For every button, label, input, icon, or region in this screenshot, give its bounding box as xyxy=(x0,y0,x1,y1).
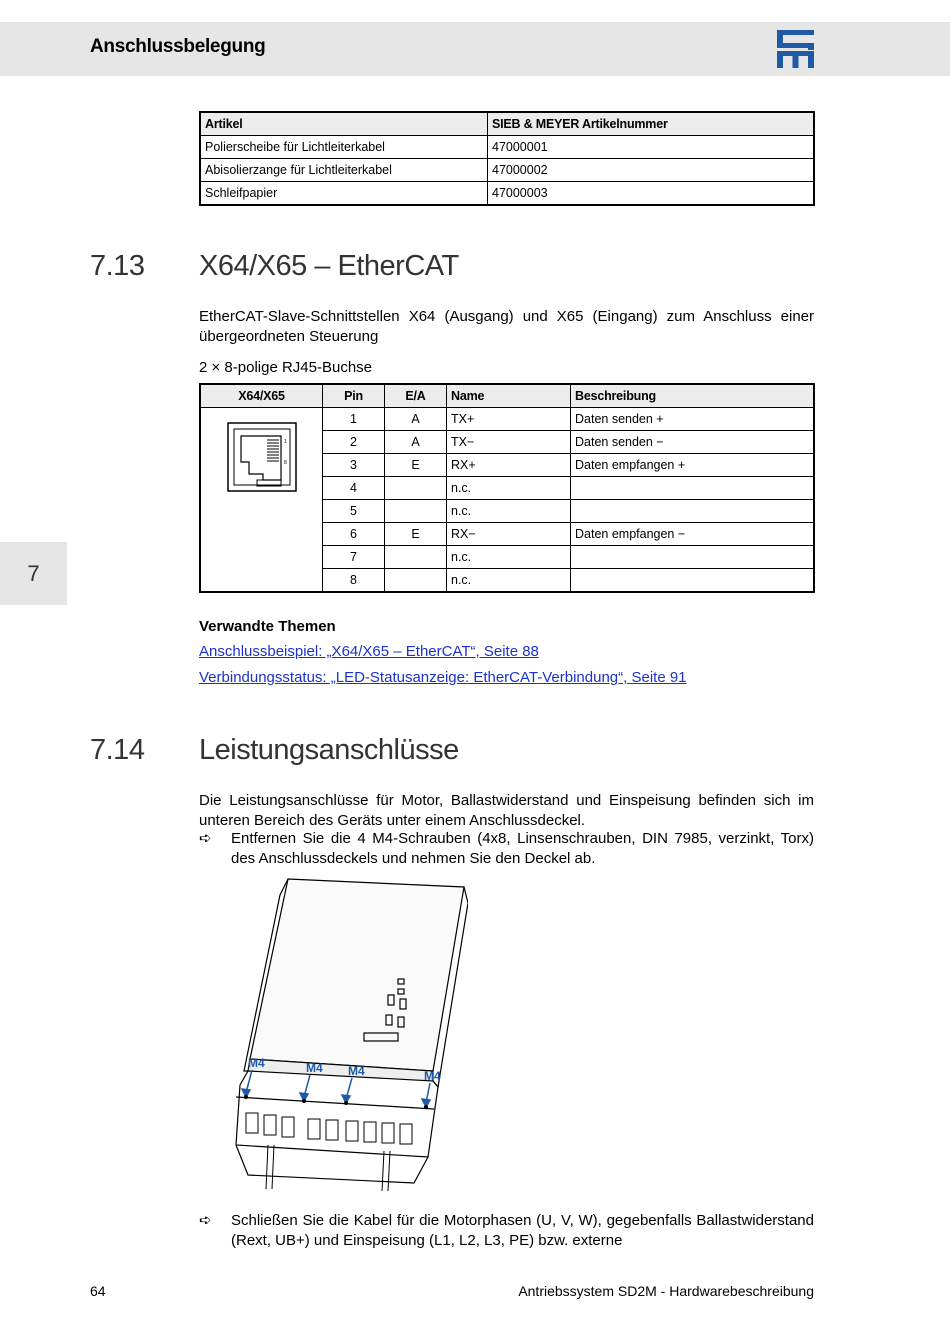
table-header: Artikel xyxy=(200,112,488,136)
table-cell: TX− xyxy=(447,431,571,454)
chapter-tab: 7 xyxy=(0,542,67,605)
table-cell: A xyxy=(385,431,447,454)
screw-label: M4 xyxy=(348,1064,365,1078)
table-cell xyxy=(571,569,815,593)
table-row xyxy=(200,408,814,431)
table-row xyxy=(200,182,814,206)
table-cell xyxy=(385,546,447,569)
pin-table xyxy=(199,383,815,593)
table-cell: 3 xyxy=(323,454,385,477)
table-row xyxy=(200,159,814,182)
table-header: Pin xyxy=(323,384,385,408)
table-cell: 47000003 xyxy=(488,182,815,206)
table-cell: 2 xyxy=(323,431,385,454)
sieb-meyer-logo xyxy=(777,30,814,68)
section-title: Leistungsanschlüsse xyxy=(199,734,459,766)
table-cell: Schleifpapier xyxy=(200,182,488,206)
table-header: E/A xyxy=(385,384,447,408)
table-cell: n.c. xyxy=(447,500,571,523)
rj45-socket-icon xyxy=(227,422,297,492)
table-cell: Polierscheibe für Lichtleiterkabel xyxy=(200,136,488,159)
section-intro: EtherCAT-Slave-Schnittstellen X64 (Ausgang) und X65 (Eingang) zum Anschluss einer übergeordneten Steuerung xyxy=(199,308,814,345)
table-cell: n.c. xyxy=(447,477,571,500)
table-cell: Abisolierzange für Lichtleiterkabel xyxy=(200,159,488,182)
table-cell: E xyxy=(385,454,447,477)
section-number: 7.13 xyxy=(90,250,145,282)
table-cell: RX+ xyxy=(447,454,571,477)
connector-type: 2 × 8-polige RJ45-Buchse xyxy=(199,359,373,376)
table-cell: 6 xyxy=(323,523,385,546)
table-header: Name xyxy=(447,384,571,408)
table-cell: E xyxy=(385,523,447,546)
table-cell: n.c. xyxy=(447,569,571,593)
rj45-image-cell xyxy=(200,408,323,593)
table-cell: 47000001 xyxy=(488,136,815,159)
table-cell: 4 xyxy=(323,477,385,500)
screw-label: M4 xyxy=(248,1056,265,1070)
table-header: Beschreibung xyxy=(571,384,815,408)
arrow-icon: ➪ xyxy=(199,1212,212,1229)
drive-device-illustration xyxy=(228,875,468,1195)
page-header-title: Anschlussbelegung xyxy=(90,36,266,57)
accessory-table xyxy=(199,111,815,206)
related-link-connection-example[interactable]: Anschlussbeispiel: „X64/X65 – EtherCAT“, Seite 88 xyxy=(199,643,539,660)
screw-label: M4 xyxy=(306,1061,323,1075)
table-cell xyxy=(385,500,447,523)
table-cell: Daten senden − xyxy=(571,431,815,454)
section-title: X64/X65 – EtherCAT xyxy=(199,250,459,282)
table-cell: TX+ xyxy=(447,408,571,431)
table-cell xyxy=(571,500,815,523)
rj45-pin-label: 8 xyxy=(283,460,287,466)
table-header: SIEB & MEYER Artikelnummer xyxy=(488,112,815,136)
section-intro: Die Leistungsanschlüsse für Motor, Ballastwiderstand und Einspeisung befinden sich im unteren Bereich des Geräts unter einem Anschlussdeckel. xyxy=(199,792,814,829)
section-number: 7.14 xyxy=(90,734,145,766)
table-cell: n.c. xyxy=(447,546,571,569)
instruction-step xyxy=(199,1211,814,1250)
table-row xyxy=(200,136,814,159)
instruction-text: Schließen Sie die Kabel für die Motorphasen (U, V, W), gegebenfalls Ballastwiderstand (Rext, UB+) und Einspeisung (L1, L2, L3, PE) bzw. externe xyxy=(231,1212,814,1249)
table-cell xyxy=(571,477,815,500)
table-cell: Daten senden + xyxy=(571,408,815,431)
table-cell: A xyxy=(385,408,447,431)
table-cell xyxy=(385,569,447,593)
table-cell: 47000002 xyxy=(488,159,815,182)
screw-label: M4 xyxy=(424,1069,441,1083)
instruction-step xyxy=(199,829,814,868)
table-header: X64/X65 xyxy=(200,384,323,408)
table-cell xyxy=(385,477,447,500)
table-cell: RX− xyxy=(447,523,571,546)
table-cell: 7 xyxy=(323,546,385,569)
table-cell: 8 xyxy=(323,569,385,593)
table-cell: Daten empfangen + xyxy=(571,454,815,477)
instruction-text: Entfernen Sie die 4 M4-Schrauben (4x8, Linsenschrauben, DIN 7985, verzinkt, Torx) des Anschlussdeckels und nehmen Sie den Deckel ab. xyxy=(231,830,814,867)
page-number: 64 xyxy=(90,1283,106,1299)
table-cell xyxy=(571,546,815,569)
table-cell: 5 xyxy=(323,500,385,523)
related-link-connection-status[interactable]: Verbindungsstatus: „LED-Statusanzeige: EtherCAT-Verbindung“, Seite 91 xyxy=(199,669,687,686)
rj45-pin-label: 1 xyxy=(283,439,287,445)
footer-doc-title: Antriebssystem SD2M - Hardwarebeschreibung xyxy=(518,1283,814,1299)
table-cell: 1 xyxy=(323,408,385,431)
table-cell: Daten empfangen − xyxy=(571,523,815,546)
related-topics-title: Verwandte Themen xyxy=(199,618,336,635)
arrow-icon: ➪ xyxy=(199,830,212,847)
